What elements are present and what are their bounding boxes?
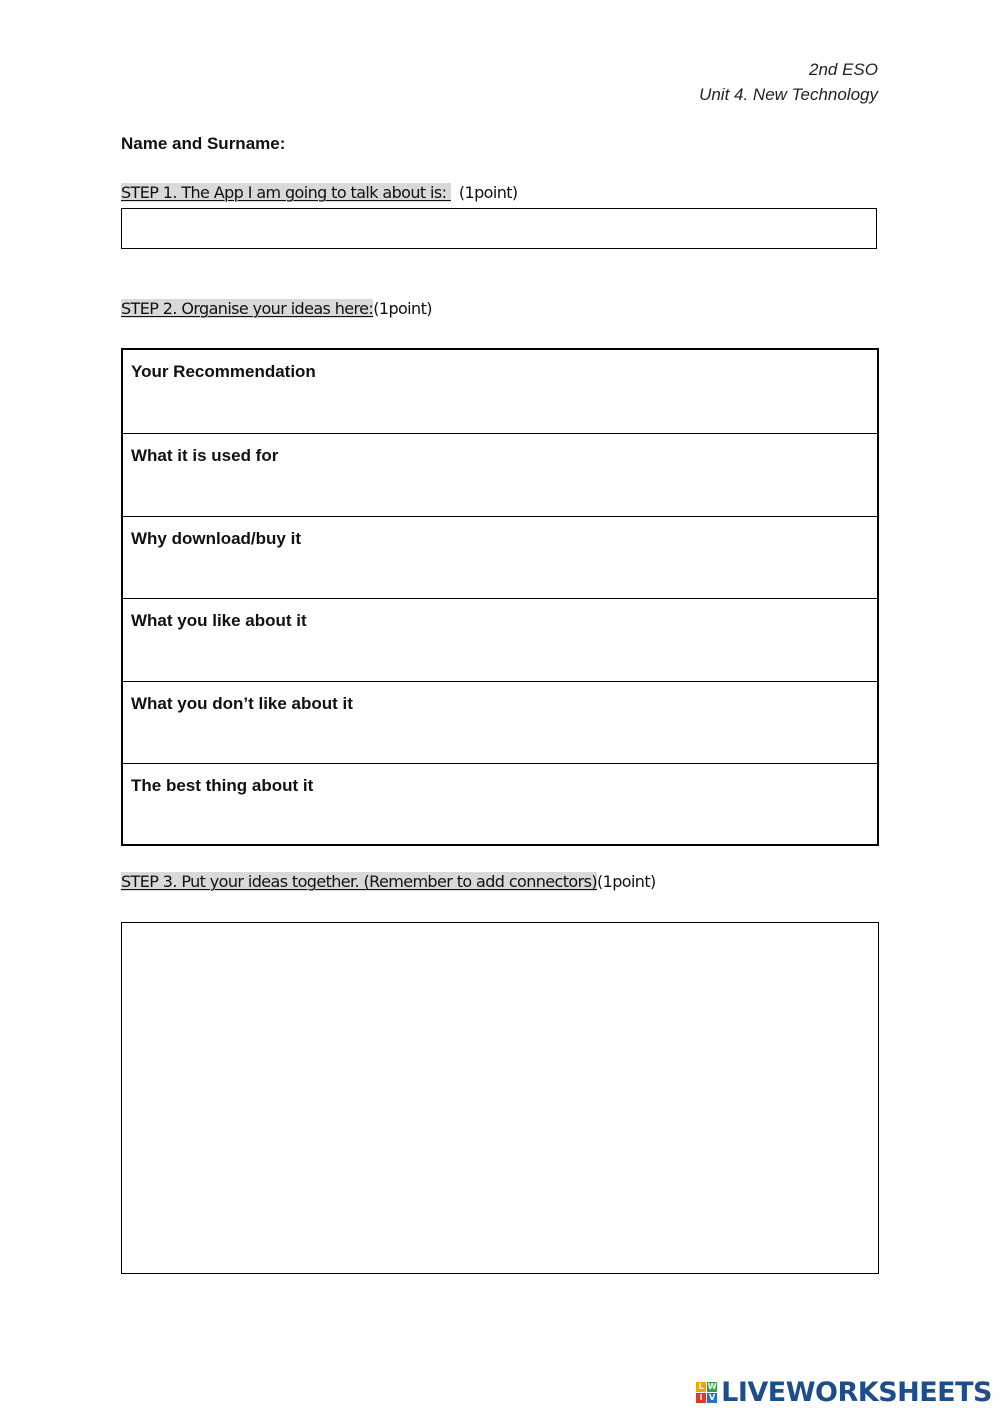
paragraph-answer-area[interactable] (121, 922, 879, 1274)
app-name-input[interactable] (121, 208, 877, 249)
name-surname-label: Name and Surname: (121, 134, 286, 153)
ideas-row-best-thing[interactable] (123, 764, 877, 844)
logo-letter: W (707, 1382, 717, 1391)
step1-points: (1point) (458, 183, 518, 202)
course-level: 2nd ESO (809, 60, 878, 79)
logo-letter: I (696, 1393, 706, 1403)
row-label: What you don’t like about it (131, 694, 353, 713)
ideas-row-why-download[interactable] (123, 517, 877, 599)
ideas-row-recommendation[interactable] (123, 350, 877, 434)
step1-label: STEP 1. The App I am going to talk about is: (121, 183, 451, 202)
step2-heading (121, 299, 432, 318)
step2-label: STEP 2. Organise your ideas here: (121, 299, 374, 318)
step2-points: (1point) (373, 299, 432, 318)
logo-letter: L (696, 1382, 706, 1392)
logo-mark-icon (696, 1382, 717, 1403)
row-label: The best thing about it (131, 776, 314, 795)
step1-heading (121, 183, 518, 202)
row-label: Why download/buy it (131, 529, 301, 548)
row-label: Your Recommendation (131, 362, 316, 381)
ideas-row-like[interactable] (123, 599, 877, 682)
row-label: What it is used for (131, 446, 279, 465)
ideas-row-dislike[interactable] (123, 682, 877, 764)
ideas-table (121, 348, 879, 846)
unit-title: Unit 4. New Technology (699, 85, 878, 104)
liveworksheets-logo (696, 1377, 992, 1408)
ideas-row-used-for[interactable] (123, 434, 877, 517)
step3-points: (1point) (596, 872, 656, 891)
logo-text: LIVEWORKSHEETS (721, 1377, 992, 1408)
step3-heading (121, 872, 656, 891)
step3-label: STEP 3. Put your ideas together. (Remember to add connectors) (121, 872, 597, 891)
logo-letter: V (709, 1393, 716, 1402)
row-label: What you like about it (131, 611, 307, 630)
